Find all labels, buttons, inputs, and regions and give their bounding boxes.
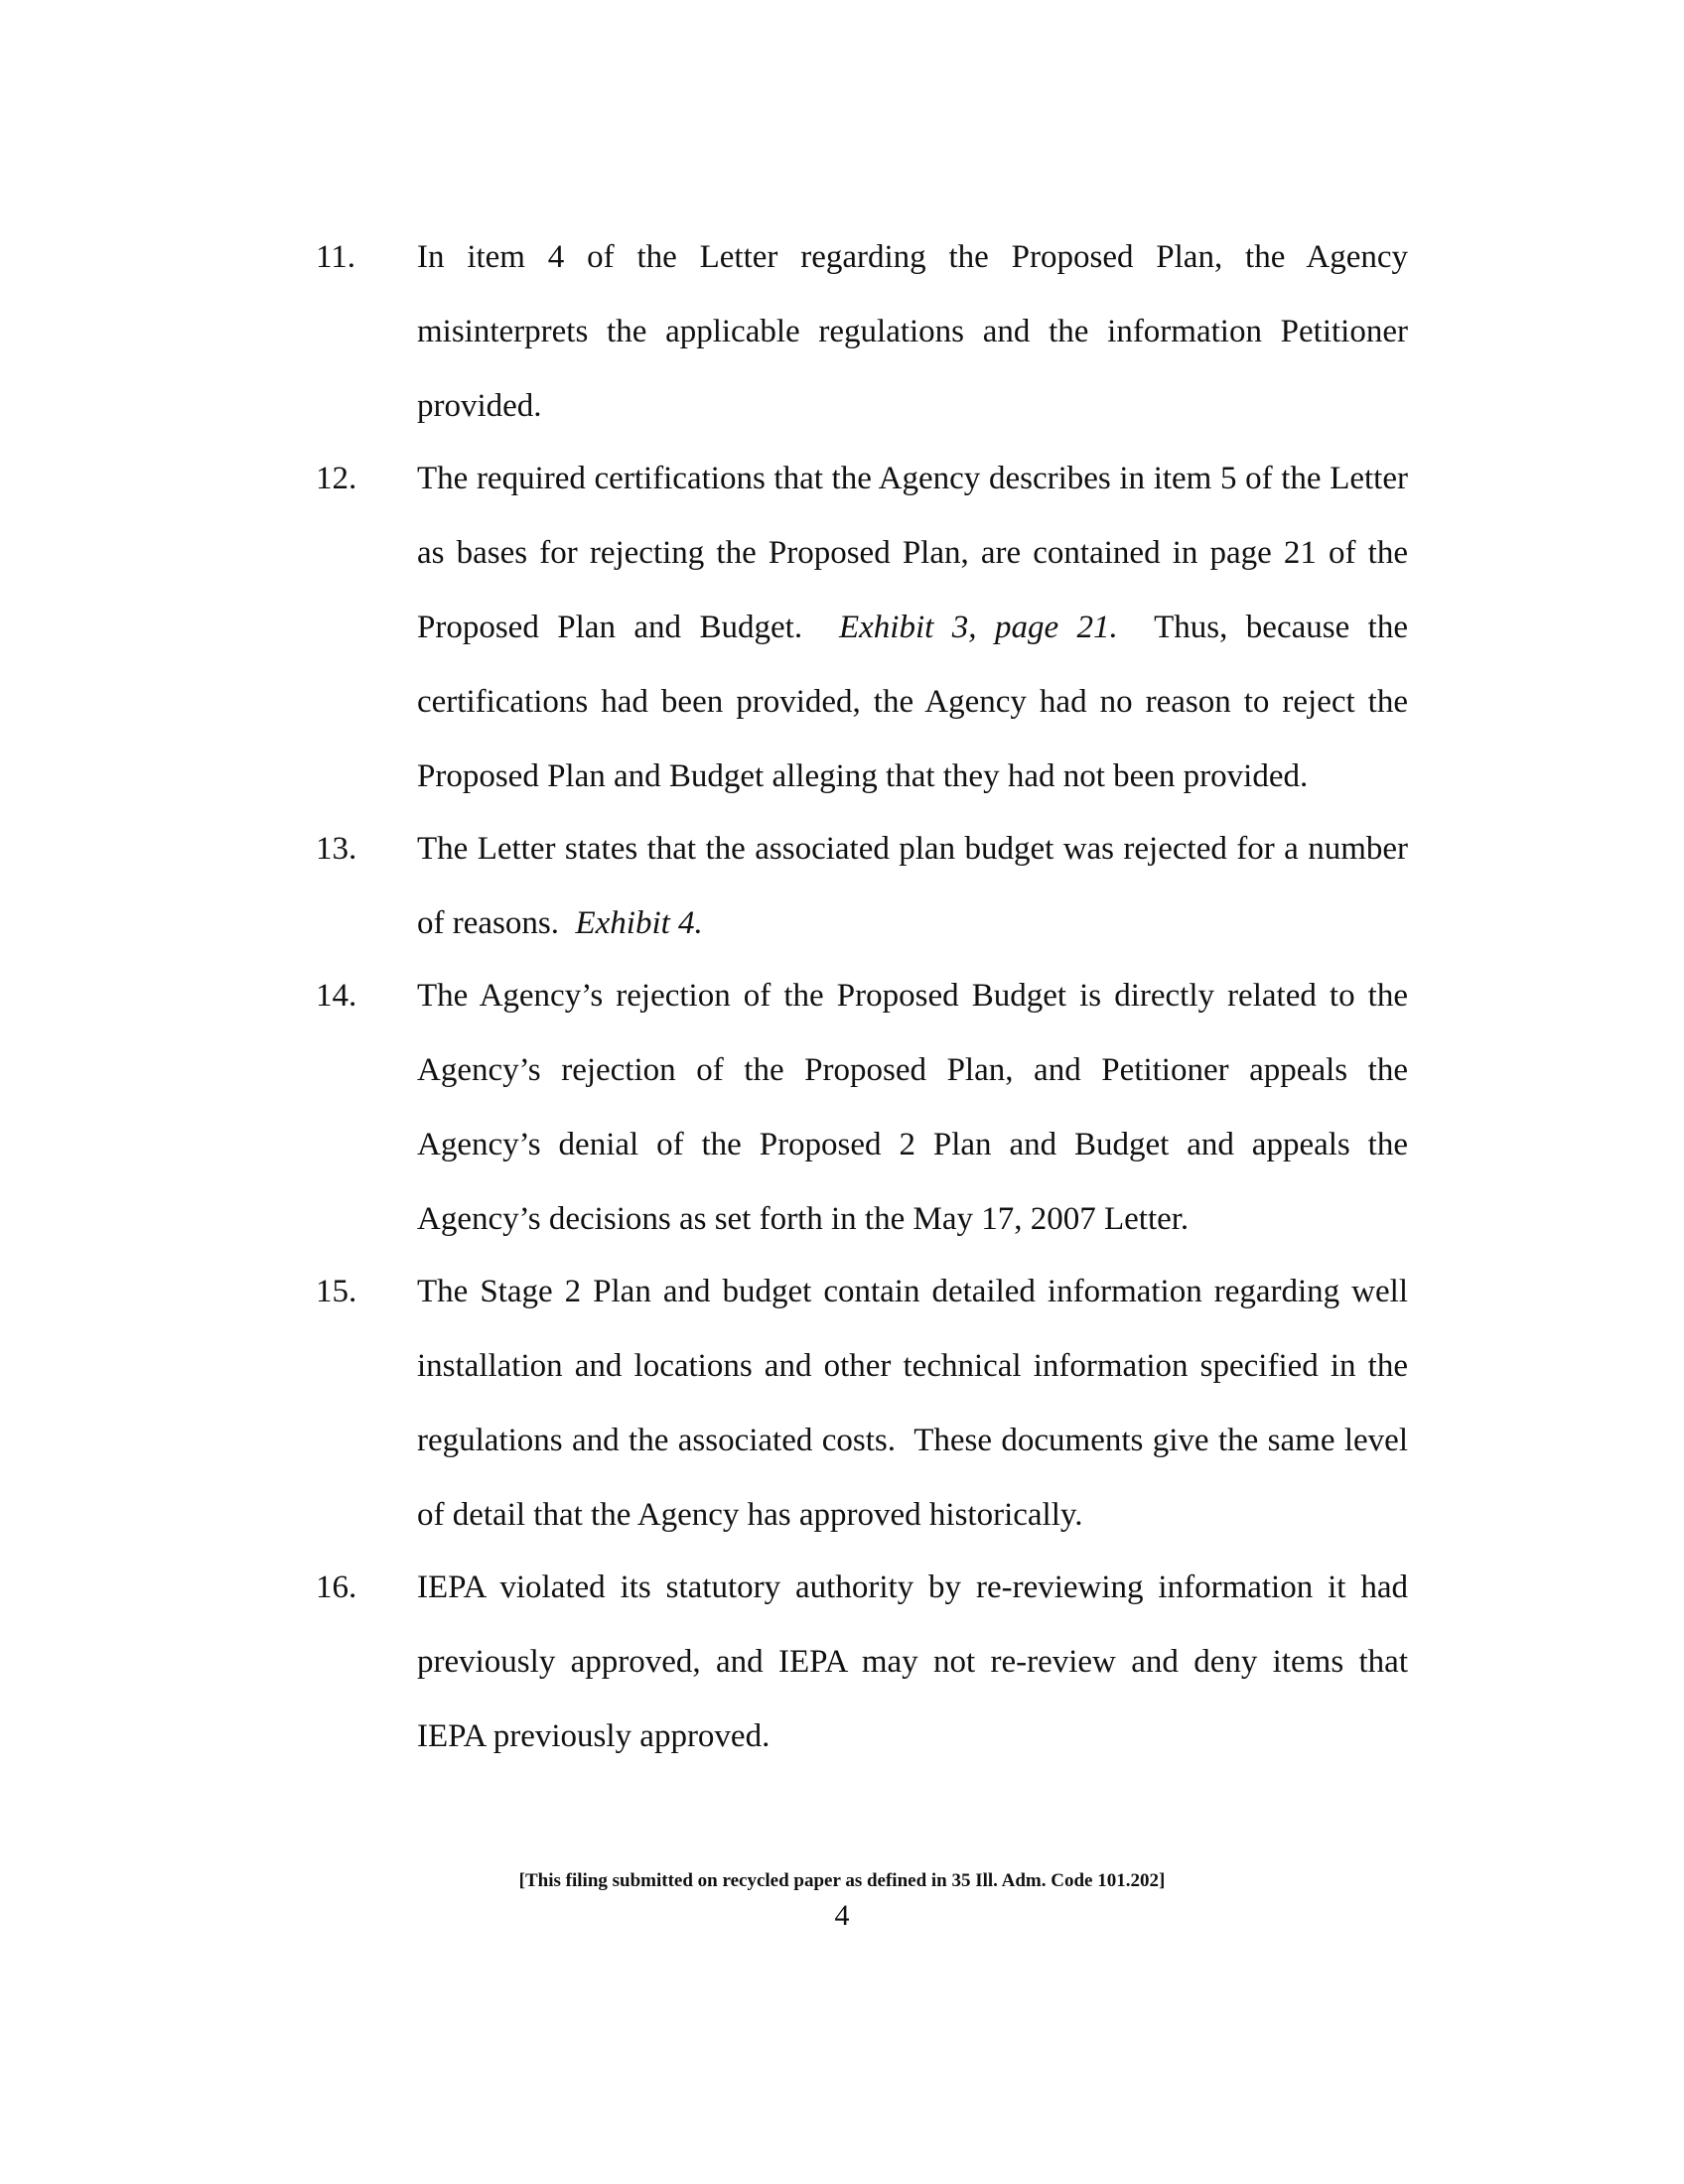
- paragraph-text: [417, 959, 1415, 1257]
- paragraph-text: [417, 1551, 1417, 1774]
- paragraph-number: 16.: [316, 1570, 357, 1605]
- paragraph-segment: In item 4 of the Letter regarding the Proposed Plan, the Agency misinterprets the applicable regulations and the information Petitioner provided.: [417, 239, 1417, 424]
- numbered-paragraph: [316, 812, 1417, 961]
- paragraph-text: [417, 442, 1417, 814]
- numbered-paragraph: [316, 959, 1415, 1257]
- page-footer: [0, 1868, 1684, 1934]
- paragraph-number: 11.: [316, 239, 356, 275]
- footer-note: [This filing submitted on recycled paper as defined in 35 Ill. Adm. Code 101.202]: [518, 1870, 1166, 1891]
- numbered-paragraph: [316, 1551, 1417, 1774]
- paragraph-segment: The required certifications that the Agency describes in item 5 of the Letter as bases for rejecting the Proposed Plan, are contained in page 21 of the Proposed Plan and Budget.: [417, 461, 1417, 645]
- page-number: 4: [834, 1899, 850, 1932]
- paragraph-number: 14.: [316, 978, 357, 1014]
- paragraph-number: 12.: [316, 461, 357, 496]
- paragraph-segment: The Stage 2 Plan and budget contain detailed information regarding well installation and locations and other technical information specified in the regulations and the associated costs. These documents give the same level of detail that the Agency has approved historically.: [417, 1274, 1417, 1533]
- paragraph-text: [417, 812, 1417, 961]
- paragraph-number: 13.: [316, 831, 357, 867]
- paragraph-number: 15.: [316, 1274, 357, 1309]
- paragraph-text: [417, 1255, 1417, 1553]
- paragraph-segment: IEPA violated its statutory authority by re-reviewing information it had previously approved, and IEPA may not re-review and deny items that IEPA previously approved.: [417, 1570, 1417, 1754]
- paragraph-segment: Thus, because the certifications had been provided, the Agency had no reason to reject the Proposed Plan and Budget alleging that they had not been provided.: [417, 610, 1417, 794]
- exhibit-citation: Exhibit 4.: [575, 905, 703, 941]
- numbered-paragraph: [316, 220, 1417, 444]
- paragraph-text: [417, 220, 1417, 444]
- numbered-paragraph: [316, 442, 1417, 814]
- numbered-paragraph: [316, 1255, 1417, 1553]
- exhibit-citation: Exhibit 3, page 21.: [838, 610, 1118, 645]
- paragraph-segment: The Agency’s rejection of the Proposed Budget is directly related to the Agency’s rejection of the Proposed Plan, and Petitioner appeals the Agency’s denial of the Proposed 2 Plan and Budget and appeals the Agency’s decisions as set forth in the May 17, 2007 Letter.: [417, 978, 1415, 1237]
- paragraph-segment: The Letter states that the associated plan budget was rejected for a number of reasons.: [417, 831, 1417, 941]
- paragraph-list: [316, 220, 1417, 1774]
